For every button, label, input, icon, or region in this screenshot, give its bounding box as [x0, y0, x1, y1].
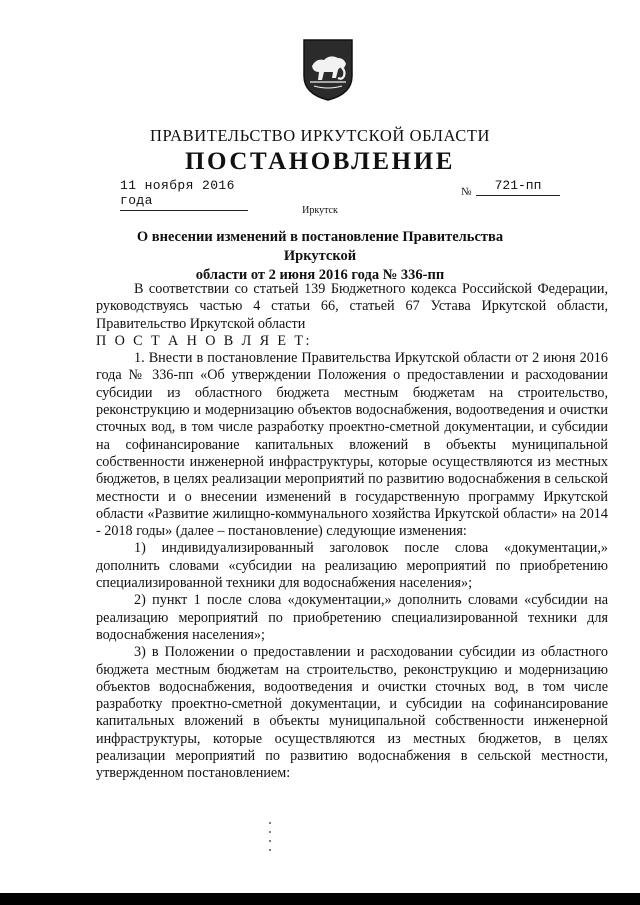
number-sign: №	[461, 186, 472, 198]
document-date: 11 ноября 2016 года	[120, 178, 248, 211]
document-number: 721-пп	[476, 178, 560, 196]
subject-line-2: области от 2 июня 2016 года № 336-пп	[195, 267, 445, 283]
subitem-1-paragraph: 1) индивидуализированный заголовок после слова «документации,» дополнить словами «субсидии на реализацию мероприятий по приобретению специализированной техники для водоснабжения населения»;	[96, 540, 608, 592]
scan-bottom-border	[0, 893, 640, 905]
document-subject	[100, 228, 540, 285]
document-city: Иркутск	[302, 205, 338, 216]
page-continuation-marks	[262, 822, 278, 862]
document-body	[96, 281, 608, 783]
preamble-paragraph: В соответствии со статьей 139 Бюджетного кодекса Российской Федерации, руководствуясь частью 4 статьи 66, статьей 67 Устава Иркутской области, Правительство Иркутской области	[96, 281, 608, 332]
subitem-3-paragraph: 3) в Положении о предоставлении и расходовании субсидии из областного бюджета местным бюджетам на строительство, реконструкцию и модернизацию объектов водоснабжения, водоотведения и очистки сточных вод, в том числе разработку проектно-сметной документации, и субсидии на софинансирование капитальных вложений в объекты муниципальной собственности инженерной инфраструктуры, которые осуществляются из местных бюджетов, в целях реализации мероприятий по развитию водоснабжения в сельской местности, утвержденном постановлением:	[96, 644, 608, 782]
item-1-paragraph: 1. Внести в постановление Правительства Иркутской области от 2 июня 2016 года № 336-пп «Об утверждении Положения о предоставлении и расходовании субсидии из областного бюджета местным бюджетам на строительство, реконструкцию и модернизацию объектов водоснабжения, водоотведения и очистки сточных вод, в том числе разработку проектно-сметной документации, и субсидии на софинансирование капитальных вложений в объекты муниципальной собственности инженерной инфраструктуры, которые осуществляются из местных бюджетов, в целях реализации мероприятий по развитию водоснабжения в сельской местности и о внесении изменений в государственную программу Иркутской области «Развитие жилищно-коммунального хозяйства Иркутской области» на 2014 - 2018 годы» (далее – постановление) следующие изменения:	[96, 350, 608, 540]
subitem-2-paragraph: 2) пункт 1 после слова «документации,» дополнить словами «субсидии на реализацию мероприятий по приобретению специализированной техники для водоснабжения населения»;	[96, 592, 608, 643]
document-type: ПОСТАНОВЛЕНИЕ	[184, 148, 456, 175]
coat-of-arms-icon	[300, 36, 356, 102]
subject-line-1: О внесении изменений в постановление Правительства Иркутской	[136, 229, 504, 264]
resolves-heading: П О С Т А Н О В Л Я Е Т:	[96, 332, 312, 349]
government-name: ПРАВИТЕЛЬСТВО ИРКУТСКОЙ ОБЛАСТИ	[149, 126, 491, 145]
